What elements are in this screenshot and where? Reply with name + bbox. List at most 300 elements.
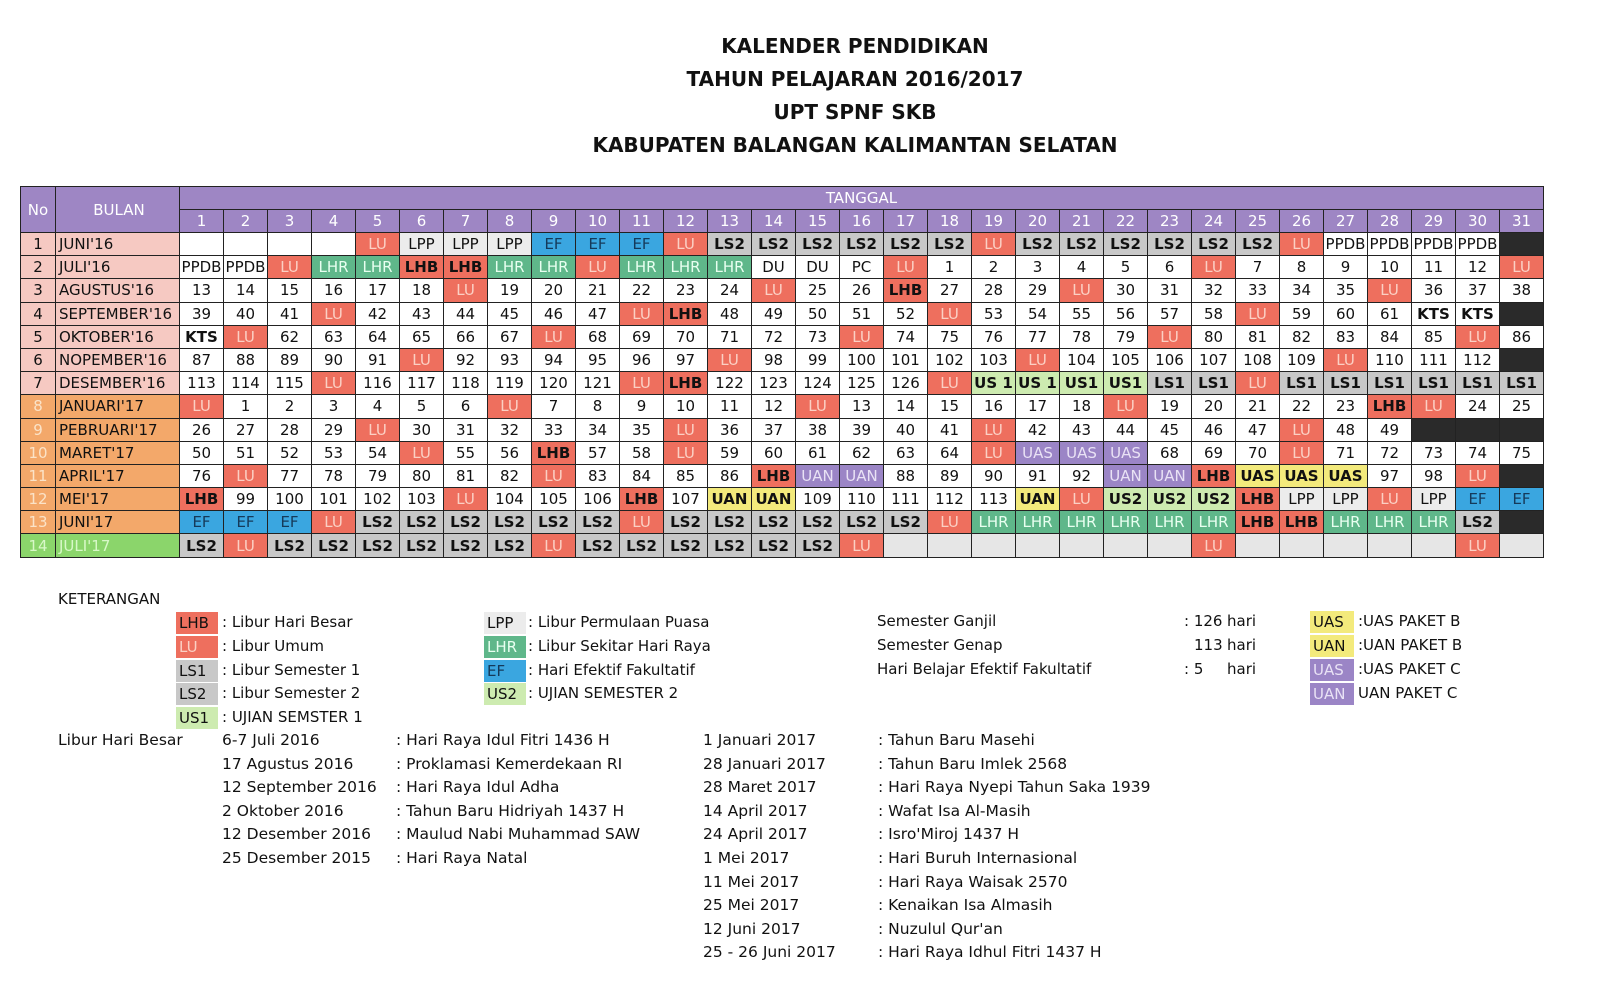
month-name: OKTOBER'16 (56, 325, 180, 348)
calendar-cell (180, 233, 224, 256)
calendar-cell: LS2 (840, 233, 884, 256)
calendar-cell: 107 (1192, 348, 1236, 371)
calendar-cell: 43 (400, 302, 444, 325)
holiday-name: : Tahun Baru Imlek 2568 (878, 754, 1068, 773)
calendar-cell: LS2 (356, 534, 400, 557)
calendar-cell: LU (1236, 302, 1280, 325)
calendar-cell: PPDB (1456, 233, 1500, 256)
calendar-cell: 125 (840, 372, 884, 395)
day-number-header: 5 (356, 210, 400, 233)
calendar-cell: LHB (1236, 488, 1280, 511)
calendar-cell: 15 (928, 395, 972, 418)
holiday-name: : Hari Raya Nyepi Tahun Saka 1939 (878, 778, 1151, 797)
day-number-header: 27 (1324, 210, 1368, 233)
calendar-cell: LS1 (1500, 372, 1544, 395)
calendar-cell: 90 (312, 348, 356, 371)
calendar-cell: 50 (180, 441, 224, 464)
legend-text: : Libur Semester 2 (222, 684, 361, 702)
calendar-cell: 89 (268, 348, 312, 371)
calendar-cell: 35 (620, 418, 664, 441)
day-number-header: 26 (1280, 210, 1324, 233)
calendar-cell: 27 (224, 418, 268, 441)
calendar-cell: 29 (312, 418, 356, 441)
calendar-cell: LU (488, 395, 532, 418)
calendar-cell: LU (312, 511, 356, 534)
day-number-header: 23 (1148, 210, 1192, 233)
calendar-cell: 34 (576, 418, 620, 441)
calendar-cell: LHB (664, 302, 708, 325)
calendar-row (21, 279, 1544, 302)
holiday-date: 1 Mei 2017 (703, 849, 790, 867)
calendar-cell: LU (1060, 488, 1104, 511)
calendar-cell (1412, 418, 1456, 441)
calendar-cell: EF (268, 511, 312, 534)
calendar-cell: 88 (224, 348, 268, 371)
row-number: 9 (21, 418, 56, 441)
calendar-cell: 38 (796, 418, 840, 441)
calendar-cell: 124 (796, 372, 840, 395)
calendar-cell: 56 (488, 441, 532, 464)
day-number-header: 3 (268, 210, 312, 233)
calendar-cell: LS2 (796, 511, 840, 534)
calendar-cell: PPDB (224, 256, 268, 279)
calendar-cell: 16 (972, 395, 1016, 418)
calendar-cell: LU (928, 511, 972, 534)
calendar-cell: 41 (928, 418, 972, 441)
calendar-cell: 49 (1368, 418, 1412, 441)
calendar-cell: 5 (400, 395, 444, 418)
calendar-cell: LHB (1368, 395, 1412, 418)
calendar-cell: 80 (1192, 325, 1236, 348)
calendar-cell: 92 (444, 348, 488, 371)
calendar-cell: LS2 (400, 534, 444, 557)
calendar-cell: 23 (664, 279, 708, 302)
calendar-cell: EF (224, 511, 268, 534)
calendar-cell: 26 (840, 279, 884, 302)
calendar-cell: LHR (1060, 511, 1104, 534)
calendar-cell: UAN (1104, 464, 1148, 487)
day-number-header: 2 (224, 210, 268, 233)
calendar-cell: 63 (312, 325, 356, 348)
month-name: MARET'17 (56, 441, 180, 464)
calendar-row (21, 418, 1544, 441)
calendar-cell: LHR (532, 256, 576, 279)
calendar-cell: 2 (268, 395, 312, 418)
calendar-cell: 96 (620, 348, 664, 371)
calendar-cell: LHB (1280, 511, 1324, 534)
semester-label: Hari Belajar Efektif Fakultatif (877, 660, 1092, 678)
day-number-header: 30 (1456, 210, 1500, 233)
calendar-cell: 29 (1016, 279, 1060, 302)
day-number-header: 29 (1412, 210, 1456, 233)
calendar-cell: 44 (1104, 418, 1148, 441)
calendar-cell: 42 (356, 302, 400, 325)
calendar-cell: 15 (268, 279, 312, 302)
exam-badge-uan: UAN (1310, 683, 1354, 705)
calendar-cell: LU (224, 325, 268, 348)
calendar-cell: 75 (928, 325, 972, 348)
exam-text: :UAN PAKET B (1358, 636, 1463, 654)
calendar-cell: 63 (884, 441, 928, 464)
month-name: PEBRUARI'17 (56, 418, 180, 441)
calendar-cell: LS2 (268, 534, 312, 557)
calendar-cell: LU (1280, 233, 1324, 256)
calendar-cell: 47 (576, 302, 620, 325)
calendar-cell: LHR (1104, 511, 1148, 534)
calendar-cell (1060, 534, 1104, 557)
exam-badge-uas: UAS (1310, 611, 1354, 633)
calendar-cell: LHR (1192, 511, 1236, 534)
calendar-cell: 111 (884, 488, 928, 511)
calendar-cell: 66 (444, 325, 488, 348)
calendar-cell (1500, 464, 1544, 487)
row-number: 11 (21, 464, 56, 487)
calendar-cell: 70 (1236, 441, 1280, 464)
calendar-cell: 112 (1456, 348, 1500, 371)
calendar-cell: US 1 (972, 372, 1016, 395)
calendar-cell: 21 (1236, 395, 1280, 418)
calendar-cell: LS2 (1236, 233, 1280, 256)
calendar-cell: 25 (1500, 395, 1544, 418)
calendar-cell: 18 (400, 279, 444, 302)
calendar-cell: LPP (444, 233, 488, 256)
calendar-cell: LHR (1148, 511, 1192, 534)
calendar-cell: 70 (664, 325, 708, 348)
holiday-name: : Tahun Baru Masehi (878, 731, 1035, 749)
calendar-row (21, 441, 1544, 464)
month-name: JUNI'16 (56, 233, 180, 256)
row-number: 13 (21, 511, 56, 534)
calendar-cell: LPP (400, 233, 444, 256)
calendar-cell: LS1 (1280, 372, 1324, 395)
calendar-cell: 61 (1368, 302, 1412, 325)
calendar-cell: 22 (620, 279, 664, 302)
calendar-cell: 40 (224, 302, 268, 325)
calendar-cell (1500, 418, 1544, 441)
calendar-cell: LHB (444, 256, 488, 279)
calendar-cell: 98 (752, 348, 796, 371)
calendar-cell: 47 (1236, 418, 1280, 441)
day-number-header: 14 (752, 210, 796, 233)
calendar-cell: LS2 (884, 233, 928, 256)
legend-badge-ls1: LS1 (176, 660, 218, 682)
calendar-cell: LS2 (180, 534, 224, 557)
calendar-cell: LU (400, 348, 444, 371)
calendar-cell: 32 (1192, 279, 1236, 302)
calendar-cell: LHR (1324, 511, 1368, 534)
calendar-cell: 48 (708, 302, 752, 325)
calendar-cell: 12 (752, 395, 796, 418)
calendar-cell: PPDB (1324, 233, 1368, 256)
calendar-cell: 30 (1104, 279, 1148, 302)
semester-label: Semester Genap (877, 636, 1003, 654)
calendar-cell: 69 (620, 325, 664, 348)
calendar-cell: 13 (180, 279, 224, 302)
calendar-cell: 51 (840, 302, 884, 325)
calendar-cell: 118 (444, 372, 488, 395)
legend-text: : UJIAN SEMESTER 2 (528, 684, 679, 702)
calendar-cell: LS2 (884, 511, 928, 534)
row-number: 4 (21, 302, 56, 325)
holiday-name: : Maulud Nabi Muhammad SAW (396, 825, 641, 844)
calendar-cell: 64 (356, 325, 400, 348)
calendar-cell: 77 (268, 464, 312, 487)
calendar-cell: 105 (532, 488, 576, 511)
day-number-row (21, 210, 1544, 233)
holiday-date: 25 - 26 Juni 2017 (703, 943, 836, 962)
legend-badge-lhb: LHB (176, 612, 218, 634)
calendar-cell: LU (664, 418, 708, 441)
holiday-date: 14 April 2017 (703, 801, 808, 820)
holiday-name: : Wafat Isa Al-Masih (878, 801, 1031, 820)
holiday-name: : Isro'Miroj 1437 H (878, 825, 1020, 844)
calendar-cell (1412, 534, 1456, 557)
calendar-cell (1456, 418, 1500, 441)
day-number-header: 21 (1060, 210, 1104, 233)
calendar-cell: 82 (488, 464, 532, 487)
calendar-cell: 101 (884, 348, 928, 371)
calendar-cell: LPP (1280, 488, 1324, 511)
calendar-cell: LU (1368, 279, 1412, 302)
calendar-cell: LS2 (752, 534, 796, 557)
calendar-cell: 98 (1412, 464, 1456, 487)
calendar-cell: 6 (444, 395, 488, 418)
calendar-cell: LHR (488, 256, 532, 279)
calendar-cell: PPDB (1368, 233, 1412, 256)
holiday-date: 12 Juni 2017 (703, 919, 801, 938)
calendar-cell: 74 (1456, 441, 1500, 464)
calendar-cell: 95 (576, 348, 620, 371)
calendar-cell: UAS (1324, 464, 1368, 487)
calendar-cell: LS2 (664, 511, 708, 534)
legend-badge-ls2: LS2 (176, 683, 218, 705)
calendar-cell: LHR (1016, 511, 1060, 534)
calendar-cell (1016, 534, 1060, 557)
day-number-header: 13 (708, 210, 752, 233)
row-number: 2 (21, 256, 56, 279)
calendar-row (21, 302, 1544, 325)
calendar-cell: 78 (312, 464, 356, 487)
calendar-cell: 90 (972, 464, 1016, 487)
holiday-date: 28 Maret 2017 (703, 778, 817, 797)
calendar-cell: LU (1280, 441, 1324, 464)
calendar-cell: LS2 (444, 511, 488, 534)
legend-text: : Libur Permulaan Puasa (528, 613, 710, 631)
calendar-cell: 50 (796, 302, 840, 325)
calendar-cell: LU (356, 233, 400, 256)
calendar-cell: EF (576, 233, 620, 256)
calendar-cell: 16 (312, 279, 356, 302)
legend-badge-lhr: LHR (484, 636, 526, 658)
day-number-header: 8 (488, 210, 532, 233)
calendar-cell: LU (928, 372, 972, 395)
month-name: JANUARI'17 (56, 395, 180, 418)
calendar-cell: LS1 (1324, 372, 1368, 395)
calendar-cell: 97 (664, 348, 708, 371)
calendar-cell: US2 (1148, 488, 1192, 511)
calendar-cell: 84 (620, 464, 664, 487)
calendar-cell (1280, 534, 1324, 557)
calendar-row (21, 233, 1544, 256)
calendar-cell: LHR (312, 256, 356, 279)
calendar-cell: LU (1500, 256, 1544, 279)
calendar-cell: LS2 (1016, 233, 1060, 256)
calendar-cell (884, 534, 928, 557)
calendar-cell: 65 (400, 325, 444, 348)
calendar-cell: LS2 (1060, 233, 1104, 256)
title-line: KALENDER PENDIDIKAN (721, 34, 989, 58)
calendar-cell: 55 (1060, 302, 1104, 325)
calendar-cell: 110 (1368, 348, 1412, 371)
calendar-cell: 99 (796, 348, 840, 371)
calendar-cell: 100 (268, 488, 312, 511)
calendar-cell: 14 (224, 279, 268, 302)
holiday-date: 11 Mei 2017 (703, 872, 800, 891)
calendar-cell: LHR (620, 256, 664, 279)
calendar-cell: 89 (928, 464, 972, 487)
holiday-name: : Hari Raya Natal (396, 849, 528, 867)
calendar-cell: 103 (972, 348, 1016, 371)
calendar-cell: 42 (1016, 418, 1060, 441)
exam-text: :UAS PAKET B (1358, 612, 1461, 630)
calendar-cell: UAS (1104, 441, 1148, 464)
calendar-cell: LU (972, 233, 1016, 256)
day-number-header: 24 (1192, 210, 1236, 233)
holiday-name: : Hari Raya Waisak 2570 (878, 872, 1068, 891)
calendar-cell: 24 (708, 279, 752, 302)
holiday-date: 25 Mei 2017 (703, 896, 800, 915)
calendar-cell: 76 (180, 464, 224, 487)
calendar-cell: 54 (1016, 302, 1060, 325)
calendar-cell: LU (1148, 325, 1192, 348)
semester-unit: hari (1227, 612, 1257, 630)
calendar-cell: 81 (444, 464, 488, 487)
row-number: 3 (21, 279, 56, 302)
calendar-cell: 92 (1060, 464, 1104, 487)
calendar-cell: LS1 (1456, 372, 1500, 395)
calendar-cell: LU (1104, 395, 1148, 418)
calendar-cell: 8 (576, 395, 620, 418)
calendar-cell: 26 (180, 418, 224, 441)
calendar-cell: 59 (708, 441, 752, 464)
calendar-cell: UAN (708, 488, 752, 511)
calendar-cell: 103 (400, 488, 444, 511)
calendar-cell: LU (312, 372, 356, 395)
calendar-cell: 67 (488, 325, 532, 348)
calendar-cell: LHB (400, 256, 444, 279)
calendar-cell: LU (620, 302, 664, 325)
month-name: DESEMBER'16 (56, 372, 180, 395)
holiday-date: 12 September 2016 (222, 778, 377, 797)
month-name: SEPTEMBER'16 (56, 302, 180, 325)
calendar-cell: 30 (400, 418, 444, 441)
day-number-header: 10 (576, 210, 620, 233)
calendar-cell: 78 (1060, 325, 1104, 348)
calendar-row (21, 325, 1544, 348)
calendar-cell: LS1 (1412, 372, 1456, 395)
calendar-cell: EF (532, 233, 576, 256)
calendar-cell: 82 (1280, 325, 1324, 348)
calendar-cell (972, 534, 1016, 557)
calendar-cell (928, 534, 972, 557)
calendar-cell: 113 (972, 488, 1016, 511)
calendar-cell: LU (664, 233, 708, 256)
calendar-cell: LS2 (708, 511, 752, 534)
calendar-cell: LS2 (1148, 233, 1192, 256)
calendar-cell: 83 (576, 464, 620, 487)
calendar-cell: 28 (972, 279, 1016, 302)
day-number-header: 25 (1236, 210, 1280, 233)
calendar-cell: LU (400, 441, 444, 464)
calendar-cell: 2 (972, 256, 1016, 279)
calendar-cell: UAN (1148, 464, 1192, 487)
calendar-cell: LU (444, 488, 488, 511)
calendar-cell: PC (840, 256, 884, 279)
calendar-cell: 60 (1324, 302, 1368, 325)
day-number-header: 18 (928, 210, 972, 233)
holiday-name: : Hari Raya Idhul Fitri 1437 H (878, 943, 1102, 962)
holiday-date: 1 Januari 2017 (703, 731, 817, 749)
calendar-cell: LS2 (708, 534, 752, 557)
calendar-cell: 117 (400, 372, 444, 395)
calendar-cell: 56 (1104, 302, 1148, 325)
calendar-cell: LU (444, 279, 488, 302)
calendar-cell: 31 (1148, 279, 1192, 302)
semester-value: : 126 (1184, 612, 1223, 630)
calendar-cell: 33 (532, 418, 576, 441)
calendar-cell: 83 (1324, 325, 1368, 348)
month-name: MEI'17 (56, 488, 180, 511)
row-number: 5 (21, 325, 56, 348)
calendar-cell: 111 (1412, 348, 1456, 371)
holiday-date: 17 Agustus 2016 (222, 754, 354, 773)
calendar-cell: LU (840, 325, 884, 348)
calendar-cell: 1 (224, 395, 268, 418)
calendar-cell: EF (620, 233, 664, 256)
calendar-cell: KTS (1456, 302, 1500, 325)
calendar-cell: 23 (1324, 395, 1368, 418)
calendar-cell: UAN (796, 464, 840, 487)
calendar-cell: 87 (180, 348, 224, 371)
calendar-cell: 10 (664, 395, 708, 418)
calendar-cell: 53 (972, 302, 1016, 325)
calendar-body (21, 233, 1544, 558)
legend-badge-ef: EF (484, 660, 526, 682)
holiday-date: 24 April 2017 (703, 825, 808, 844)
calendar-cell: 81 (1236, 325, 1280, 348)
calendar-cell: LU (1192, 534, 1236, 557)
calendar-cell: 46 (532, 302, 576, 325)
day-number-header: 19 (972, 210, 1016, 233)
calendar-cell: LS2 (400, 511, 444, 534)
row-number: 10 (21, 441, 56, 464)
calendar-cell: 112 (928, 488, 972, 511)
calendar-cell: LS2 (708, 233, 752, 256)
calendar-cell: 11 (708, 395, 752, 418)
calendar-cell: 121 (576, 372, 620, 395)
day-number-header: 1 (180, 210, 224, 233)
calendar-row (21, 256, 1544, 279)
calendar-cell: 11 (1412, 256, 1456, 279)
day-number-header: 20 (1016, 210, 1060, 233)
holidays-heading: Libur Hari Besar (58, 731, 183, 749)
calendar-cell: 74 (884, 325, 928, 348)
calendar-cell: LHB (752, 464, 796, 487)
calendar-cell: 68 (576, 325, 620, 348)
calendar-cell: 99 (224, 488, 268, 511)
holiday-date: 6-7 Juli 2016 (222, 731, 320, 749)
calendar-cell: 88 (884, 464, 928, 487)
